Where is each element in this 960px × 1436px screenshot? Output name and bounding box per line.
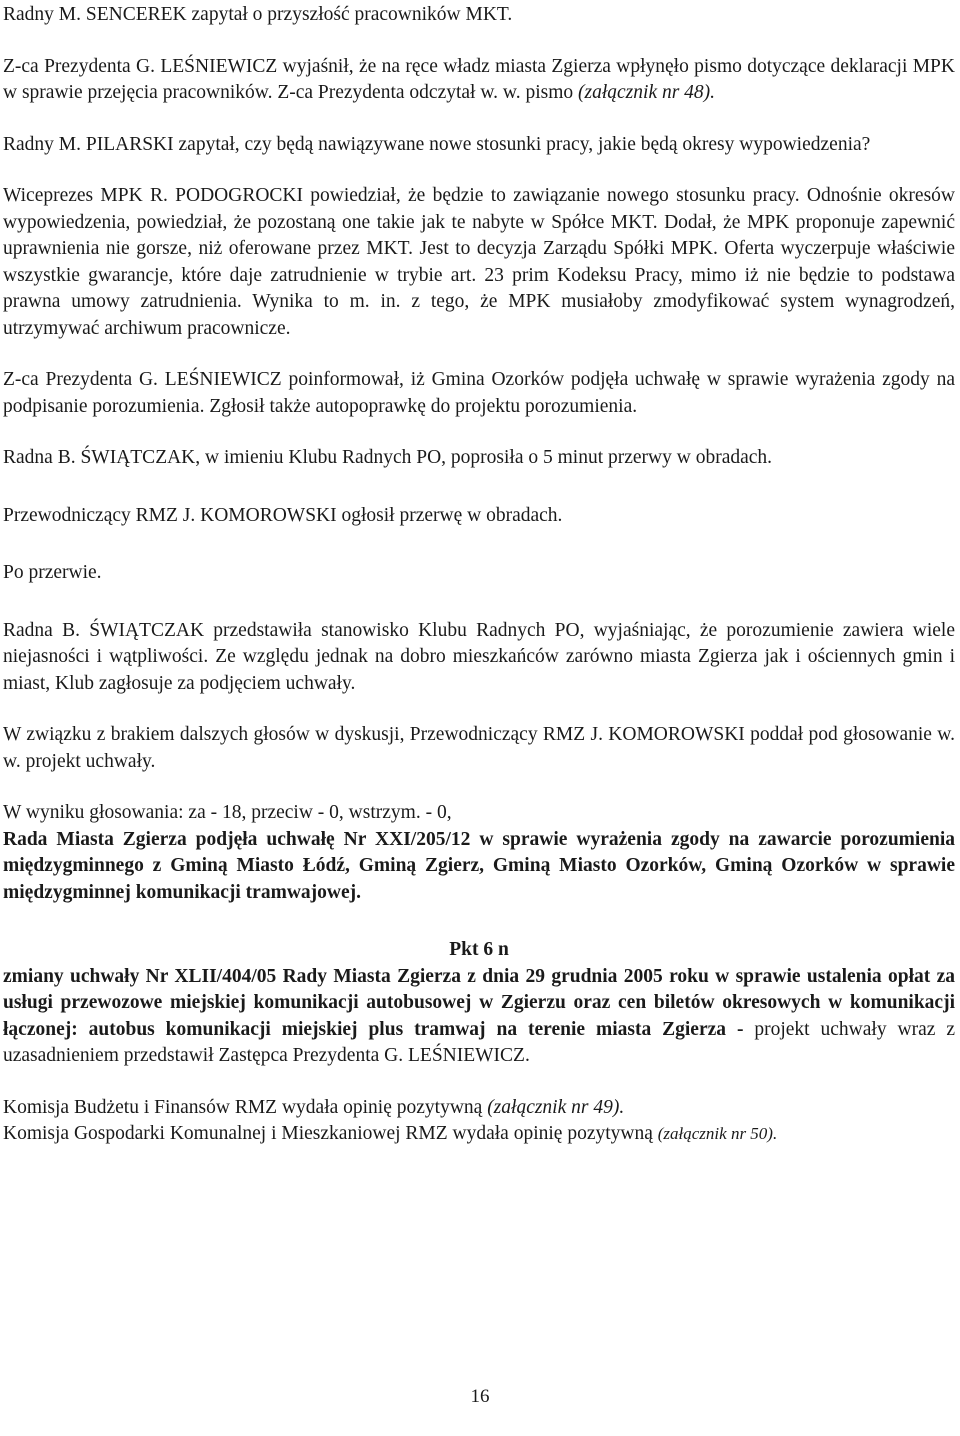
paragraph-break-request: Radna B. ŚWIĄTCZAK, w imieniu Klubu Radnych PO, poprosiła o 5 minut przerwy w obradach.	[3, 447, 773, 468]
paragraph-podogrocki-answer: Wiceprezes MPK R. PODOGROCKI powiedział, że będzie to zawiązanie nowego stosunku pracy. Odnośnie okresów wypowiedzenia, powiedział, że pozostaną one takie jak te nabyte w Spółce MKT. Dodał, że MPK proponuje zapewnić uprawnienia nie gorsze, niż oferowane przez MKT. Jest to decyzja Zarządu Spółki MPK. Oferta wyczerpuje właściwie wszystkie gwarancje, które daje zatrudnienie w trybie art. 23 prim Kodeksu Pracy, mimo iż nie będzie to podstawa prawna umowy zatrudnienia. Wynika to m. in. z tego, że MPK musiałoby zmodyfikować system wynagrodzeń, utrzymywać archiwum pracownicze.	[3, 185, 955, 339]
paragraph-text: Z-ca Prezydenta G. LEŚNIEWICZ wyjaśnił, że na ręce władz miasta Zgierza wpłynęło pismo dotyczące deklaracji MPK w sprawie przejęcia pracowników. Z-ca Prezydenta odczytał w. w. pismo	[3, 55, 955, 103]
page-number: 16	[470, 1386, 490, 1407]
paragraph-lesniewicz-letter	[3, 54, 955, 107]
paragraph-senecerek-question: Radny M. SENCEREK zapytał o przyszłość pracowników MKT.	[3, 4, 513, 25]
paragraph-club-position: Radna B. ŚWIĄTCZAK przedstawiła stanowisko Klubu Radnych PO, wyjaśniając, że porozumienie zawiera wiele niejasności i wątpliwości. Ze względu jednak na dobro mieszkańców zarówno miasta Zgierza jak i ościennych gmin i miast, Klub zagłosuje za podjęciem uchwały.	[3, 619, 955, 694]
paragraph-economy-committee	[3, 1121, 955, 1148]
paragraph-text: Komisja Gospodarki Komunalnej i Mieszkaniowej RMZ wydała opinię pozytywną	[3, 1123, 658, 1144]
paragraph-vote-result: W wyniku głosowania: za - 18, przeciw - 0, wstrzym. - 0,	[3, 802, 452, 823]
item-title: zmiany uchwały Nr XLII/404/05 Rady Miasta Zgierza z dnia 29 grudnia 2005 roku w sprawie ustalenia opłat za usługi przewozowe miejskiej komunikacji autobusowej w Zgierzu oraz cen biletów okresowych w komunikacji łączonej: autobus komunikacji miejskiej plus tramwaj na terenie miasta Zgierza -	[3, 965, 955, 1040]
section-heading: Pkt 6 n	[449, 939, 509, 960]
attachment-reference: (załącznik nr 49).	[487, 1096, 625, 1118]
paragraph-budget-committee	[3, 1095, 955, 1122]
paragraph-pilarski-question: Radny M. PILARSKI zapytał, czy będą nawiązywane nowe stosunki pracy, jakie będą okresy wypowiedzenia?	[3, 133, 871, 155]
attachment-reference: (załącznik nr 48).	[578, 82, 716, 103]
paragraph-break-announcement: Przewodniczący RMZ J. KOMOROWSKI ogłosił przerwę w obradach.	[3, 504, 563, 526]
paragraph-text: Komisja Budżetu i Finansów RMZ wydała opinię pozytywną	[3, 1096, 488, 1118]
paragraph-item-6n	[3, 964, 955, 1070]
document-page	[3, 2, 955, 1148]
paragraph-after-break: Po przerwie.	[3, 562, 102, 583]
paragraph-ozorkow-resolution: Z-ca Prezydenta G. LEŚNIEWICZ poinformował, iż Gmina Ozorków podjęła uchwałę w sprawie wyrażenia zgody na podpisanie porozumienia. Zgłosił także autopoprawkę do projektu porozumienia.	[3, 369, 955, 417]
paragraph-vote-called: W związku z brakiem dalszych głosów w dyskusji, Przewodniczący RMZ J. KOMOROWSKI poddał pod głosowanie w. w. projekt uchwały.	[3, 724, 955, 772]
paragraph-text: projekt uchwały wraz z uzasadnieniem przedstawił Zastępca Prezydenta G. LEŚNIEWICZ.	[3, 1018, 955, 1066]
attachment-reference: (załącznik nr 50).	[657, 1124, 778, 1143]
paragraph-resolution-adopted: Rada Miasta Zgierza podjęła uchwałę Nr XXI/205/12 w sprawie wyrażenia zgody na zawarcie porozumienia międzygminnego z Gminą Miasto Łódź, Gminą Zgierz, Gminą Miasto Ozorków, Gminą Ozorków w sprawie międzygminnej komunikacji tramwajowej.	[3, 828, 955, 903]
